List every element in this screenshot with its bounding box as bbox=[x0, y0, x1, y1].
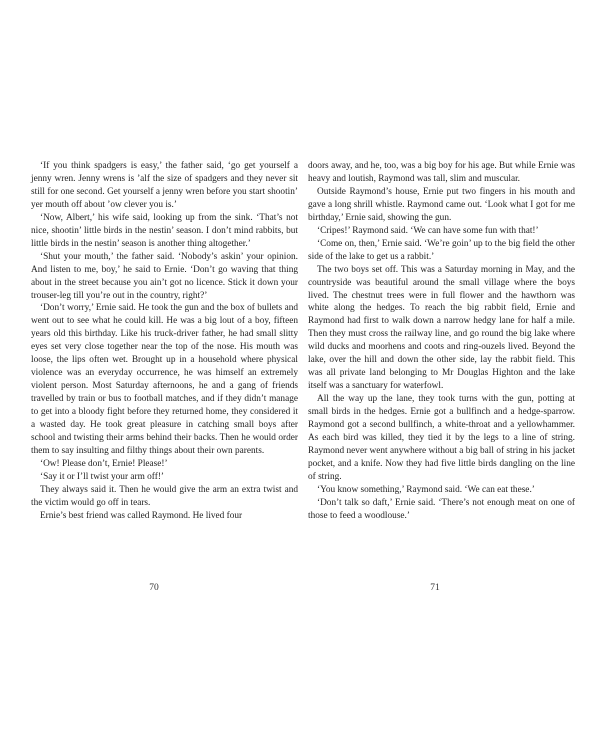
page-number-left: 70 bbox=[149, 583, 159, 593]
paragraph: Ernie’s best friend was called Raymond. He lived four bbox=[40, 510, 243, 521]
paragraph: ‘Come on, then,’ Ernie said. ‘We’re goin’ up to the big field the other side of the lake to get us a rabbit.’ bbox=[308, 238, 575, 262]
paragraph: All the way up the lane, they took turns with the gun, potting at small birds in the hedges. Ernie got a bullfinch and a hedge-sparrow. Raymond got a second bullfinch, a white-throat and a yellowhammer. As each bird was killed, they tied it by the legs to a line of string. Raymond never went anywhere without a big ball of string in his jacket pocket, and a knife. Now they had five little birds dangling on the line of string. bbox=[308, 394, 575, 482]
paragraph: ‘You know something,’ Raymond said. ‘We can eat these.’ bbox=[317, 484, 535, 495]
paragraph: ‘Shut your mouth,’ the father said. ‘Nobody’s askin’ your opinion. And listen to me, boy,’ he said to Ernie. ‘Don’t go waving that thing about in the street because you ain’t got no licence. Stick it down your trouser-leg till you’re out in the country, right?’ bbox=[31, 251, 298, 301]
left-page bbox=[31, 160, 298, 600]
paragraph: ‘Now, Albert,’ his wife said, looking up from the sink. ‘That’s not nice, shootin’ little birds in the nestin’ season. I don’t mind rabbits, but little birds in the nestin’ season is another thing altogether.’ bbox=[31, 212, 298, 249]
paragraph: ‘Ow! Please don’t, Ernie! Please!’ bbox=[40, 458, 168, 469]
paragraph: The two boys set off. This was a Saturday morning in May, and the countryside was beautiful around the small village where the boys lived. The chestnut trees were in full flower and the hawthorn was white along the hedges. To reach the big rabbit field, Ernie and Raymond had first to walk down a narrow hedgy lane for half a mile. Then they must cross the railway line, and go round the big lake where wild ducks and moorhens and coots and ring-ouzels lived. Beyond the lake, over the hill and down the other side, lay the rabbit field. This was all private land belonging to Mr Douglas Highton and the lake itself was a sanctuary for waterfowl. bbox=[308, 264, 575, 392]
page-number-right: 71 bbox=[430, 583, 440, 593]
right-page bbox=[308, 160, 575, 600]
continued-paragraph: doors away, and he, too, was a big boy for his age. But while Ernie was heavy and loutish, Raymond was tall, slim and muscular. bbox=[308, 161, 575, 184]
paragraph: Outside Raymond’s house, Ernie put two fingers in his mouth and gave a long shrill whistle. Raymond came out. ‘Look what I got for me birthday,’ Ernie said, showing the gun. bbox=[308, 186, 575, 223]
paragraph: They always said it. Then he would give the arm an extra twist and the victim would go off in tears. bbox=[31, 484, 298, 508]
paragraph: ‘Don’t talk so daft,’ Ernie said. ‘There’s not enough meat on one of those to feed a woodlouse.’ bbox=[308, 497, 575, 521]
paragraph: ‘Cripes!’ Raymond said. ‘We can have some fun with that!’ bbox=[317, 225, 539, 236]
paragraph: ‘Don’t worry,’ Ernie said. He took the gun and the box of bullets and went out to see what he could kill. He was a big lout of a boy, fifteen years old this birthday. Like his truck-driver father, he had small slitty eyes set very close together near the top of the nose. His mouth was loose, the lips often wet. Brought up in a household where physical violence was an everyday occurrence, he was himself an extremely violent person. Most Saturday afternoons, he and a gang of friends travelled by train or bus to football matches, and if they didn’t manage to get into a bloody fight before they returned home, they considered it a wasted day. He took great pleasure in catching small boys after school and twisting their arms behind their backs. Then he would order them to say insulting and filthy things about their own parents. bbox=[31, 303, 298, 456]
paragraph: ‘Say it or I’ll twist your arm off!’ bbox=[40, 471, 165, 482]
paragraph: ‘If you think spadgers is easy,’ the father said, ‘go get yourself a jenny wren. Jenny wrens is ’alf the size of spadgers and they never sit still for one second. Get yourself a jenny wren before you start shootin’ yer mouth off about ’ow clever you is.’ bbox=[31, 161, 298, 210]
